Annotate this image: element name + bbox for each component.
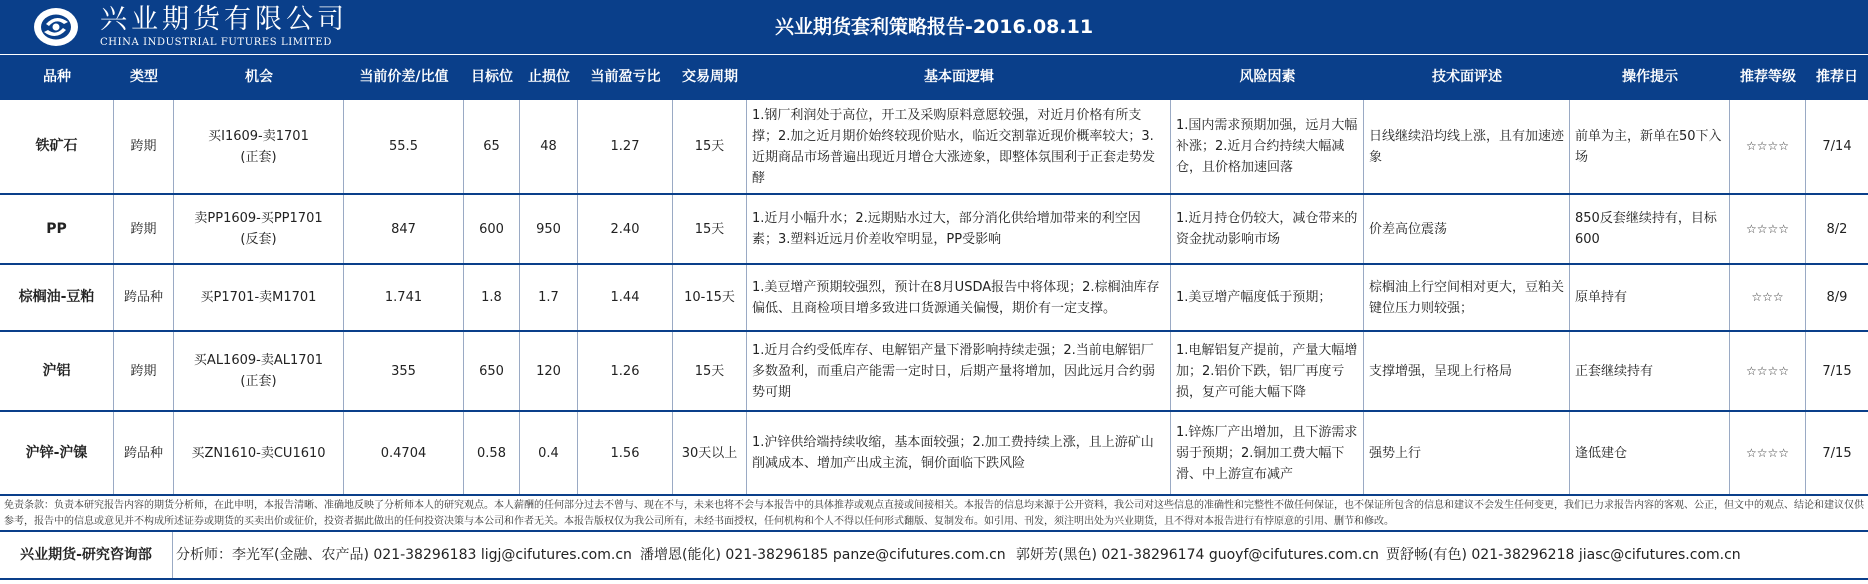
rating-stars: ☆☆☆ [1730, 265, 1806, 330]
operation-cell: 逢低建仓 [1570, 412, 1730, 494]
table-row [0, 412, 1868, 496]
variety-cell: 铁矿石 [0, 100, 114, 193]
report-header [0, 0, 1868, 54]
period-cell: 15天 [673, 332, 747, 410]
fundamental-cell: 1.钢厂利润处于高位，开工及采购原料意愿较强，对近月价格有所支撑；2.加之近月期价始终较现价贴水，临近交割靠近现价概率较大；3.近期商品市场普遍出现近月增仓大涨迹象，即整体氛围利于正套走势发酵 [747, 100, 1171, 193]
stop-cell: 48 [520, 100, 578, 193]
opportunity-text: 买AL1609-卖AL1701 [193, 353, 324, 368]
spread-cell: 847 [344, 195, 464, 263]
col-header-variety: 品种 [43, 69, 71, 85]
analyst-contact: 潘增恩(能化) 021-38296185 panze@cifutures.com.cn [640, 547, 1006, 563]
ratio-cell: 1.27 [578, 100, 673, 193]
spread-cell: 1.741 [344, 265, 464, 330]
period-cell: 30天以上 [673, 412, 747, 494]
col-header-opportunity: 机会 [245, 69, 273, 85]
type-cell: 跨品种 [114, 412, 174, 494]
target-cell: 0.58 [464, 412, 520, 494]
risk-cell: 1.锌炼厂产出增加，且下游需求弱于预期；2.铜加工费大幅下滑、中上游宣布减产 [1171, 412, 1364, 494]
rating-stars: ☆☆☆☆ [1730, 332, 1806, 410]
opportunity-note: (反套) [240, 232, 277, 247]
ratio-cell: 2.40 [578, 195, 673, 263]
spread-cell: 355 [344, 332, 464, 410]
table-row [0, 332, 1868, 412]
technical-cell: 价差高位震荡 [1364, 195, 1570, 263]
table-row [0, 265, 1868, 332]
risk-cell: 1.美豆增产幅度低于预期； [1171, 265, 1364, 330]
company-name-en: CHINA INDUSTRIAL FUTURES LIMITED [100, 37, 332, 48]
risk-cell: 1.国内需求预期加强，远月大幅补涨；2.近月合约持续大幅减仓，且价格加速回落 [1171, 100, 1364, 193]
variety-cell: 棕榈油-豆粕 [0, 265, 114, 330]
opportunity-cell [174, 332, 344, 410]
opportunity-text: 买ZN1610-卖CU1610 [191, 445, 326, 461]
opportunity-cell [174, 412, 344, 494]
date-cell: 7/14 [1822, 139, 1852, 154]
stop-cell: 120 [520, 332, 578, 410]
period-cell: 15天 [673, 100, 747, 193]
department-name: 兴业期货-研究咨询部 [0, 532, 173, 578]
technical-cell: 支撑增强，呈现上行格局 [1364, 332, 1570, 410]
risk-cell: 1.电解铝复产提前，产量大幅增加；2.铝价下跌，铝厂再度亏损，复产可能大幅下降 [1171, 332, 1364, 410]
variety-cell: 沪锌-沪镍 [0, 412, 114, 494]
type-cell: 跨品种 [114, 265, 174, 330]
fundamental-cell: 1.近月小幅升水；2.远期贴水过大，部分消化供给增加带来的利空因素；3.塑料近远月价差收窄明显，PP受影响 [747, 195, 1171, 263]
date-cell: 8/2 [1826, 221, 1848, 237]
table-row [0, 100, 1868, 195]
target-cell: 1.8 [464, 265, 520, 330]
target-cell: 65 [464, 100, 520, 193]
opportunity-note: (正套) [240, 374, 277, 389]
stop-cell: 1.7 [520, 265, 578, 330]
technical-cell: 棕榈油上行空间相对更大，豆粕关键位压力则较强； [1364, 265, 1570, 330]
rating-stars: ☆☆☆☆ [1730, 195, 1806, 263]
target-cell: 650 [464, 332, 520, 410]
analyst-contact: 分析师：李光军(金融、农产品) 021-38296183 ligj@cifutures.com.cn [176, 547, 632, 563]
variety-cell: PP [0, 195, 114, 263]
target-cell: 600 [464, 195, 520, 263]
table-header [0, 54, 1868, 100]
company-name-cn: 兴业期货有限公司 [100, 4, 348, 35]
ratio-cell: 1.26 [578, 332, 673, 410]
stop-cell: 950 [520, 195, 578, 263]
opportunity-note: (正套) [240, 149, 277, 165]
fundamental-cell: 1.近月合约受低库存、电解铝产量下滑影响持续走强；2.当前电解铝厂多数盈利，而重启产能需一定时日，后期产量将增加，因此远月合约弱势可期 [747, 332, 1171, 410]
risk-cell: 1.近月持仓仍较大，减仓带来的资金扰动影响市场 [1171, 195, 1364, 263]
ratio-cell: 1.56 [578, 412, 673, 494]
type-cell: 跨期 [114, 195, 174, 263]
contact-footer [0, 532, 1868, 580]
variety-cell: 沪铝 [0, 332, 114, 410]
col-header-date: 推荐日 [1816, 69, 1858, 85]
col-header-period: 交易周期 [682, 69, 738, 85]
analyst-contact: 贾舒畅(有色) 021-38296218 jiasc@cifutures.com.cn [1386, 547, 1741, 563]
opportunity-text: 卖PP1609-买PP1701 [194, 211, 323, 226]
rating-stars: ☆☆☆☆ [1730, 412, 1806, 494]
rating-stars: ☆☆☆☆ [1730, 100, 1806, 193]
report-title: 兴业期货套利策略报告-2016.08.11 [774, 16, 1094, 38]
type-cell: 跨期 [114, 332, 174, 410]
opportunity-cell [174, 195, 344, 263]
operation-cell: 前单为主，新单在50下入场 [1570, 100, 1730, 193]
col-header-stop: 止损位 [528, 69, 570, 85]
operation-cell: 正套继续持有 [1570, 332, 1730, 410]
col-header-technical: 技术面评述 [1432, 69, 1502, 85]
col-header-ratio: 当前盈亏比 [590, 69, 661, 85]
opportunity-text: 买P1701-卖M1701 [200, 290, 317, 305]
date-cell: 7/15 [1822, 363, 1852, 379]
col-header-type: 类型 [130, 69, 158, 85]
technical-cell: 日线继续沿均线上涨，且有加速迹象 [1364, 100, 1570, 193]
analyst-contact: 郭妍芳(黑色) 021-38296174 guoyf@cifutures.com.cn [1016, 547, 1379, 563]
table-row [0, 195, 1868, 265]
spread-cell: 55.5 [344, 100, 464, 193]
period-cell: 10-15天 [673, 265, 747, 330]
col-header-rating: 推荐等级 [1740, 69, 1796, 85]
type-cell: 跨期 [114, 100, 174, 193]
col-header-spread: 当前价差/比值 [359, 69, 449, 85]
operation-cell: 原单持有 [1570, 265, 1730, 330]
disclaimer-text: 免责条款：负责本研究报告内容的期货分析师，在此申明，本报告清晰、准确地反映了分析师本人的研究观点。本人薪酬的任何部分过去不曾与、现在不与，未来也将不会与本报告中的具体推荐或观点直接或间接相关。本报告的信息均来源于公开资料，我公司对这些信息的准确性和完整性不做任何保证，也不保证所包含的信息和建议不会发生任何变更，我们已力求报告内容的客观、公正，但文中的观点、结论和建议仅供参考，报告中的信息或意见并不构成所述证券或期货的买卖出价或征价，投资者据此做出的任何投资决策与本公司和作者无关。本报告版权仅为我公司所有，未经书面授权，任何机构和个人不得以任何形式翻版、复制发布。如引用、刊发，须注明出处为兴业期货，且不得对本报告进行有悖原意的引用、删节和修改。 [0, 496, 1868, 532]
stop-cell: 0.4 [520, 412, 578, 494]
opportunity-cell [174, 100, 344, 193]
col-header-fundamental: 基本面逻辑 [924, 69, 994, 85]
date-cell: 8/9 [1826, 290, 1848, 305]
fundamental-cell: 1.美豆增产预期较强烈，预计在8月USDA报告中将体现；2.棕榈油库存偏低、且商检项目增多致进口货源通关偏慢，期价有一定支撑。 [747, 265, 1171, 330]
opportunity-cell [174, 265, 344, 330]
ratio-cell: 1.44 [578, 265, 673, 330]
operation-cell: 850反套继续持有，目标600 [1570, 195, 1730, 263]
period-cell: 15天 [673, 195, 747, 263]
fundamental-cell: 1.沪锌供给端持续收缩，基本面较强；2.加工费持续上涨，且上游矿山削减成本、增加产出成主流，铜价面临下跌风险 [747, 412, 1171, 494]
date-cell: 7/15 [1822, 445, 1852, 461]
opportunity-text: 买I1609-卖1701 [208, 128, 309, 144]
col-header-operation: 操作提示 [1622, 69, 1678, 85]
col-header-risk: 风险因素 [1239, 69, 1296, 85]
spread-cell: 0.4704 [344, 412, 464, 494]
col-header-target: 目标位 [471, 69, 513, 85]
technical-cell: 强势上行 [1364, 412, 1570, 494]
